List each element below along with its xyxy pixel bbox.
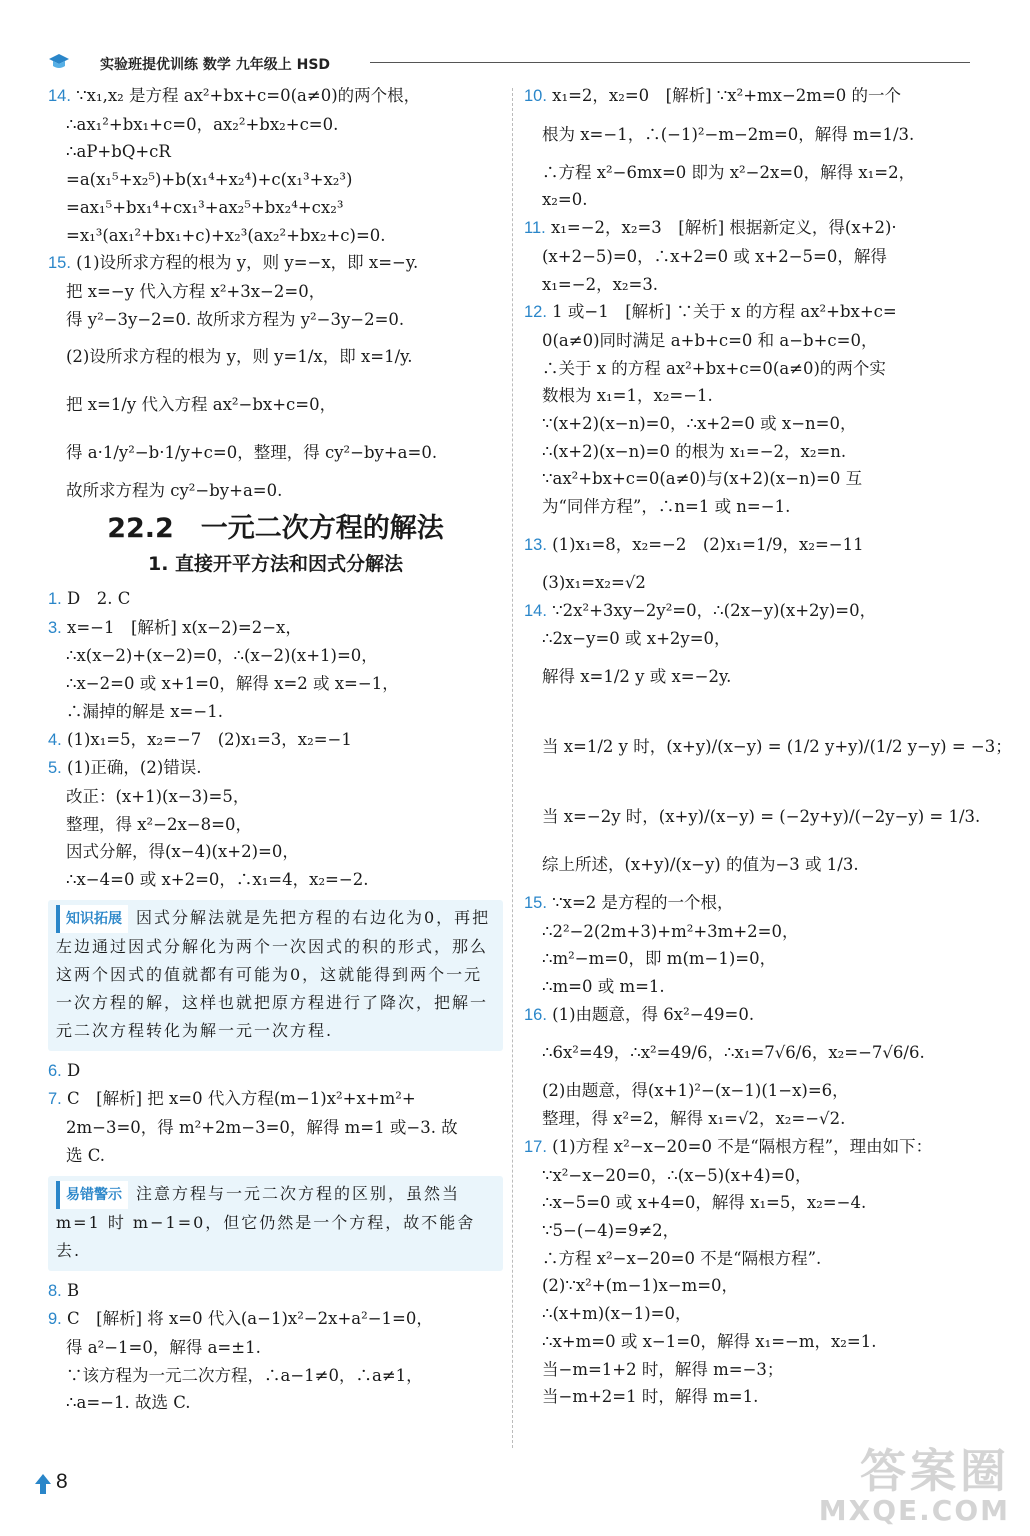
answer-line: 13. (1)x₁=8，x₂=−2 (2)x₁=1/9，x₂=−11 xyxy=(524,534,864,554)
answer-line: (2)由题意，得(x+1)²−(x−1)(1−x)=6， xyxy=(542,1081,849,1101)
question-number: 7. xyxy=(48,1090,62,1109)
knowledge-extension-box xyxy=(48,900,503,1051)
question-number: 13. xyxy=(524,535,547,554)
page-number xyxy=(34,1470,80,1500)
answer-line: ∴m²−m=0，即 m(m−1)=0， xyxy=(542,949,777,969)
answer-line: 根为 x=−1，∴(−1)²−m−2m=0，解得 m=1/3. xyxy=(542,124,915,144)
answer-line: ∴x+m=0 或 x−1=0，解得 x₁=−m，x₂=1. xyxy=(542,1331,877,1351)
graduation-cap-icon xyxy=(48,52,70,72)
answer-line: 5. (1)正确，(2)错误. xyxy=(48,758,202,778)
answer-line: ∴ax₁²+bx₁+c=0，ax₂²+bx₂+c=0. xyxy=(66,114,339,134)
answer-line: =ax₁⁵+bx₁⁴+cx₁³+ax₂⁵+bx₂⁴+cx₂³ xyxy=(66,197,344,217)
answer-line: ∴(x+m)(x−1)=0， xyxy=(542,1304,692,1324)
question-number: 12. xyxy=(524,303,547,322)
answer-line: ∴x−4=0 或 x+2=0，∴x₁=4，x₂=−2. xyxy=(66,870,369,890)
answer-line: =x₁³(ax₁²+bx₁+c)+x₂³(ax₂²+bx₂+c)=0. xyxy=(66,225,386,245)
answer-line: ∵5−(−4)=9≠2， xyxy=(542,1220,680,1240)
answer-line: 故所求方程为 cy²−by+a=0. xyxy=(66,481,283,501)
question-number: 17. xyxy=(524,1137,547,1156)
answer-line: 15. ∵x=2 是方程的一个根， xyxy=(524,892,734,912)
question-number: 3. xyxy=(48,618,62,637)
book-title: 实验班提优训练 数学 九年级上 HSD xyxy=(100,57,331,73)
answer-line: ∴2x−y=0 或 x+2y=0， xyxy=(542,629,731,649)
answer-line: (x+2−5)=0，∴x+2=0 或 x+2−5=0，解得 xyxy=(542,246,887,266)
error-warning-box xyxy=(48,1176,503,1271)
answer-line: 当 x=−2y 时，(x+y)/(x−y) = (−2y+y)/(−2y−y) = 1/3. xyxy=(542,806,981,826)
answer-line: 7. C [解析] 把 x=0 代入方程(m−1)x²+x+m²+ xyxy=(48,1089,416,1109)
answer-line: 整理，得 x²=2，解得 x₁=√2，x₂=−√2. xyxy=(542,1109,846,1129)
answer-line: (3)x₁=x₂=√2 xyxy=(542,572,646,592)
answer-line: 综上所述，(x+y)/(x−y) 的值为−3 或 1/3. xyxy=(542,854,859,874)
question-number: 8. xyxy=(48,1281,62,1300)
answer-line: (2)设所求方程的根为 y，则 y=1/x，即 x=1/y. xyxy=(66,347,413,367)
box-tag: 知识拓展 xyxy=(56,905,128,933)
box-text: 注意方程与一元二次方程的区别，虽然当 m=1 时 m−1=0，但它仍然是一个方程，故不能舍去. xyxy=(56,1183,476,1260)
answer-line: 解得 x=1/2 y 或 x=−2y. xyxy=(542,666,732,686)
answer-line: 为“同伴方程”，∴n=1 或 n=−1. xyxy=(542,497,791,517)
answer-line: 4. (1)x₁=5，x₂=−7 (2)x₁=3，x₂=−1 xyxy=(48,729,352,749)
answer-line: 15. (1)设所求方程的根为 y，则 y=−x，即 x=−y. xyxy=(48,253,419,273)
answer-line: ∴方程 x²−x−20=0 不是“隔根方程”. xyxy=(542,1248,822,1268)
left-column xyxy=(48,82,503,1417)
answer-line: ∴(x+2)(x−n)=0 的根为 x₁=−2，x₂=n. xyxy=(542,441,847,461)
answer-line: 选 C. xyxy=(66,1145,106,1165)
answer-line: 6. D xyxy=(48,1060,81,1080)
question-number: 4. xyxy=(48,730,62,749)
box-tag: 易错警示 xyxy=(56,1181,128,1209)
header-rule xyxy=(370,62,970,63)
answer-line: 1. D 2. C xyxy=(48,589,131,609)
answer-line: 17. (1)方程 x²−x−20=0 不是“隔根方程”，理由如下： xyxy=(524,1136,933,1156)
answer-line: 因式分解，得(x−4)(x+2)=0， xyxy=(66,842,299,862)
watermark-url: MXQE.COM xyxy=(818,1494,1010,1527)
answer-line: ∵(x+2)(x−n)=0，∴x+2=0 或 x−n=0， xyxy=(542,414,857,434)
answer-line: ∴x−5=0 或 x+4=0，解得 x₁=5，x₂=−4. xyxy=(542,1193,867,1213)
answer-line: 14. ∵x₁,x₂ 是方程 ax²+bx+c=0(a≠0)的两个根， xyxy=(48,86,421,105)
watermark xyxy=(819,1446,1010,1526)
answer-line: ∴x−2=0 或 x+1=0，解得 x=2 或 x=−1， xyxy=(66,674,399,694)
answer-line: ∵ax²+bx+c=0(a≠0)与(x+2)(x−n)=0 互 xyxy=(542,469,863,489)
answer-line: 2m−3=0，得 m²+2m−3=0，解得 m=1 或−3. 故 xyxy=(66,1118,458,1138)
answer-line: 14. ∵2x²+3xy−2y²=0，∴(2x−y)(x+2y)=0， xyxy=(524,600,877,620)
up-arrow-icon xyxy=(34,1472,52,1496)
answer-line: 9. C [解析] 将 x=0 代入(a−1)x²−2x+a²−1=0， xyxy=(48,1309,433,1329)
answer-line: 16. (1)由题意，得 6x²−49=0. xyxy=(524,1004,755,1024)
answer-line: ∴x(x−2)+(x−2)=0，∴(x−2)(x+1)=0， xyxy=(66,646,378,666)
answer-line: ∴漏掉的解是 x=−1. xyxy=(66,701,223,721)
question-number: 6. xyxy=(48,1061,62,1080)
watermark-text: 答案圈 xyxy=(860,1444,1010,1498)
answer-line: ∴aP+bQ+cR xyxy=(66,142,171,162)
answer-line: 当−m=1+2 时，解得 m=−3； xyxy=(542,1359,784,1379)
question-number: 15. xyxy=(48,254,71,273)
answer-line: 得 a·1/y²−b·1/y+c=0，整理，得 cy²−by+a=0. xyxy=(66,443,438,463)
answer-line: x₂=0. xyxy=(542,190,588,210)
answer-line: 整理，得 x²−2x−8=0， xyxy=(66,814,252,834)
answer-line: ∴m=0 或 m=1. xyxy=(542,977,665,997)
question-number: 16. xyxy=(524,1005,547,1024)
answer-line: 11. x₁=−2，x₂=3 [解析] 根据新定义，得(x+2)· xyxy=(524,218,897,238)
answer-line: 得 y²−3y−2=0. 故所求方程为 y²−3y−2=0. xyxy=(66,309,405,329)
answer-line: 当−m+2=1 时，解得 m=1. xyxy=(542,1387,759,1407)
question-number: 11. xyxy=(524,219,546,238)
answer-line: 3. x=−1 [解析] x(x−2)=2−x， xyxy=(48,617,302,637)
answer-line: ∵x²−x−20=0，∴(x−5)(x+4)=0， xyxy=(542,1165,812,1185)
answer-line: 得 a²−1=0，解得 a=±1. xyxy=(66,1337,261,1357)
answer-line: ∴方程 x²−6mx=0 即为 x²−2x=0，解得 x₁=2， xyxy=(542,162,916,182)
answer-line: (2)∵x²+(m−1)x−m=0， xyxy=(542,1276,739,1296)
answer-line: ∴关于 x 的方程 ax²+bx+c=0(a≠0)的两个实 xyxy=(542,358,886,378)
question-number: 14. xyxy=(524,601,547,620)
subsection-title: 1. 直接开平方法和因式分解法 xyxy=(147,553,404,576)
question-number: 10. xyxy=(524,87,547,105)
question-number: 1. xyxy=(48,590,62,609)
answer-line: x₁=−2，x₂=3. xyxy=(542,274,659,294)
answer-line: ∴6x²=49，∴x²=49/6，∴x₁=7√6/6，x₂=−7√6/6. xyxy=(542,1043,925,1063)
question-number: 9. xyxy=(48,1310,62,1329)
answer-line: 10. x₁=2，x₂=0 [解析] ∵x²+mx−2m=0 的一个 xyxy=(524,86,902,105)
answer-line: 当 x=1/2 y 时，(x+y)/(x−y) = (1/2 y+y)/(1/2 y−y) = −3； xyxy=(542,736,1012,756)
answer-line: ∵该方程为一元二次方程，∴a−1≠0，∴a≠1， xyxy=(66,1365,423,1385)
question-number: 15. xyxy=(524,893,547,912)
question-number: 14. xyxy=(48,87,71,105)
answer-line: 12. 1 或−1 [解析] ∵关于 x 的方程 ax²+bx+c= xyxy=(524,302,897,322)
answer-line: 把 x=−y 代入方程 x²+3x−2=0， xyxy=(66,281,326,301)
page-header xyxy=(40,50,970,76)
right-column xyxy=(524,82,1012,1411)
page-number-text: 8 xyxy=(56,1470,68,1493)
answer-line: 0(a≠0)同时满足 a+b+c=0 和 a−b+c=0， xyxy=(542,330,878,350)
answer-line: =a(x₁⁵+x₂⁵)+b(x₁⁴+x₂⁴)+c(x₁³+x₂³) xyxy=(66,170,353,190)
answer-line: 数根为 x₁=1，x₂=−1. xyxy=(542,386,713,406)
answer-line: 8. B xyxy=(48,1280,80,1300)
box-text: 因式分解法就是先把方程的右边化为0，再把左边通过因式分解化为两个一次因式的积的形式，那么这两个因式的值就都有可能为0，这就能得到两个一元一次方程的解，这样也就把原方程进行了降次，把解一元二次方程转化为解一元一次方程. xyxy=(56,907,491,1040)
answer-line: ∴a=−1. 故选 C. xyxy=(66,1393,191,1413)
question-number: 5. xyxy=(48,759,62,778)
column-divider xyxy=(512,88,513,1448)
answer-line: 把 x=1/y 代入方程 ax²−bx+c=0， xyxy=(66,395,337,415)
answer-line: ∴2²−2(2m+3)+m²+3m+2=0， xyxy=(542,921,799,941)
section-title: 22.2 一元二次方程的解法 xyxy=(107,513,444,545)
answer-line: 改正：(x+1)(x−3)=5， xyxy=(66,786,250,806)
